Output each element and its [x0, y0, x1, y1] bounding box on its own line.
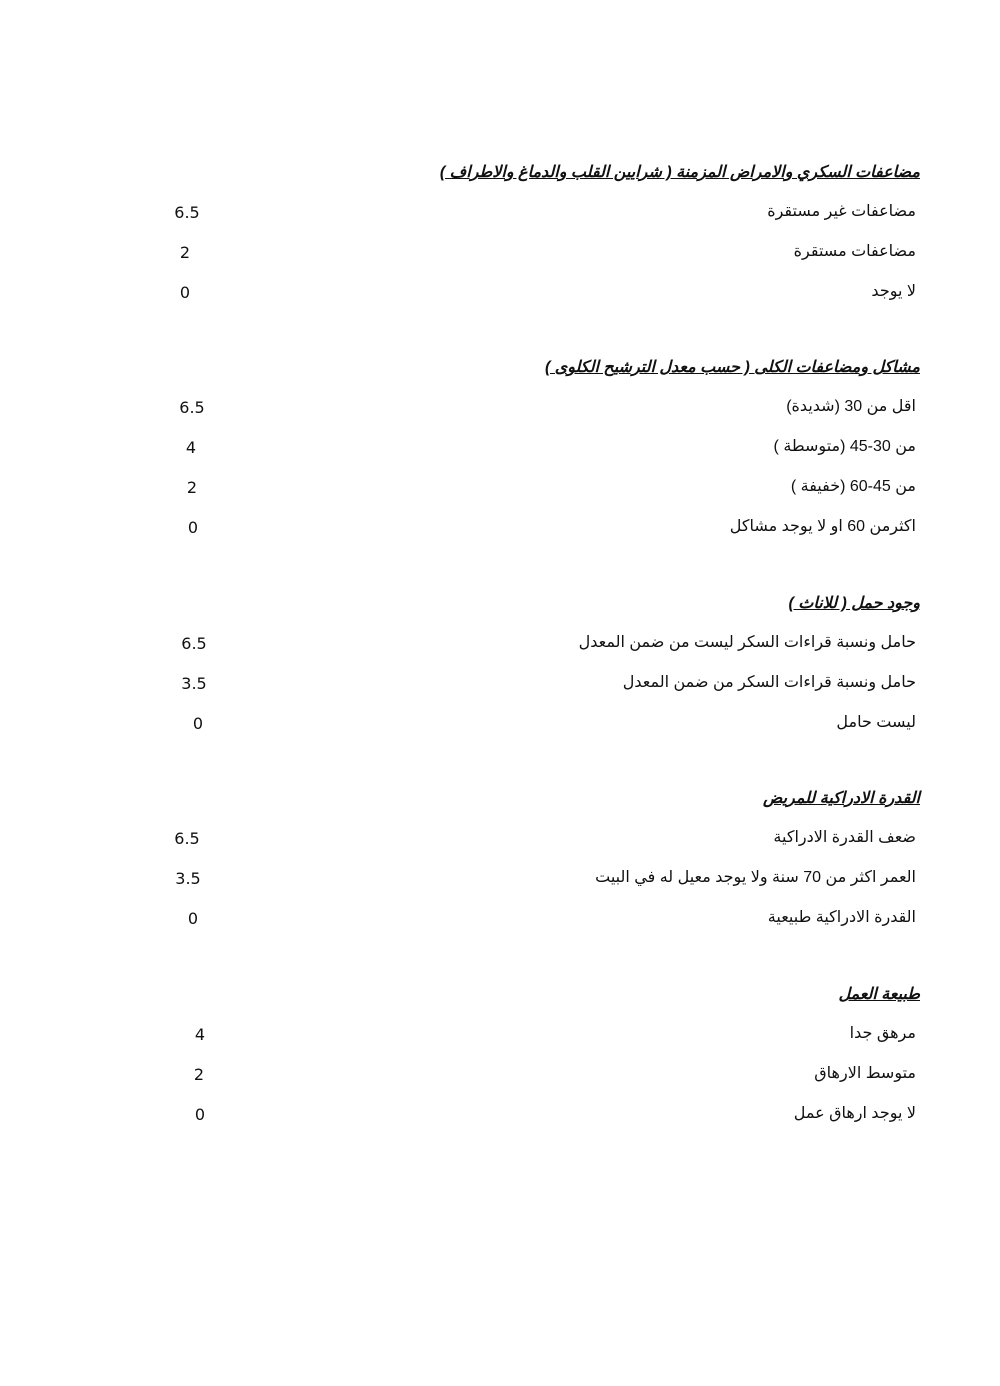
score-row: [160, 614, 920, 654]
criterion-label: اقل من 30 (شديدة): [786, 398, 916, 415]
score-value: 0: [192, 714, 204, 733]
criterion-label: من 30-45 (متوسطة ): [773, 438, 916, 455]
section-kidney-complications: [160, 358, 920, 538]
criterion-label: العمر اكثر من 70 سنة ولا يوجد معيل له في البيت: [595, 869, 916, 886]
criterion-label: ضعف القدرة الادراكية: [773, 829, 916, 846]
section-pregnancy: [160, 594, 920, 734]
score-row: [160, 1085, 920, 1125]
section-heading: القدرة الادراكية للمريض: [762, 790, 920, 807]
section-heading: مشاكل ومضاعفات الكلى ( حسب معدل الترشيح الكلوى ): [544, 359, 920, 376]
score-value: 2: [186, 478, 198, 497]
criterion-label: حامل ونسبة قراءات السكر ليست من ضمن المعدل: [578, 634, 916, 651]
section-work-nature: [160, 985, 920, 1125]
score-row: [160, 183, 920, 223]
score-value: 0: [187, 518, 199, 537]
score-value: 4: [194, 1025, 206, 1044]
score-value: 4: [185, 438, 197, 457]
score-value: 6.5: [181, 634, 207, 653]
score-row: [160, 418, 920, 458]
score-row: [160, 263, 920, 303]
section-heading: وجود حمل ( للاناث ): [788, 595, 920, 612]
score-value: 6.5: [179, 398, 205, 417]
criterion-label: القدرة الادراكية طبيعية: [767, 909, 916, 926]
score-value: 2: [193, 1065, 205, 1084]
score-row: [160, 694, 920, 734]
criterion-label: اكثرمن 60 او لا يوجد مشاكل: [729, 518, 916, 535]
criterion-label: لا يوجد ارهاق عمل: [793, 1105, 916, 1122]
score-value: 2: [179, 243, 191, 262]
criterion-label: مضاعفات مستقرة: [793, 243, 916, 260]
score-row: [160, 809, 920, 849]
section-diabetes-complications: [160, 163, 920, 303]
score-row: [160, 849, 920, 889]
criterion-label: من 45-60 (خفيفة ): [790, 478, 916, 495]
score-row: [160, 1045, 920, 1085]
section-heading: مضاعفات السكري والامراض المزمنة ( شرايين القلب والدماغ والاطراف ): [439, 164, 920, 181]
criterion-label: ليست حامل: [836, 714, 916, 731]
criterion-label: مضاعفات غير مستقرة: [767, 203, 916, 220]
score-row: [160, 378, 920, 418]
score-value: 3.5: [181, 674, 207, 693]
score-value: 0: [179, 283, 191, 302]
criterion-label: حامل ونسبة قراءات السكر من ضمن المعدل: [622, 674, 916, 691]
score-row: [160, 654, 920, 694]
score-row: [160, 498, 920, 538]
score-value: 0: [194, 1105, 206, 1124]
section-heading: طبيعة العمل: [838, 986, 920, 1003]
score-row: [160, 458, 920, 498]
score-value: 0: [187, 909, 199, 928]
criterion-label: متوسط الارهاق: [814, 1065, 916, 1082]
score-row: [160, 889, 920, 929]
score-row: [160, 223, 920, 263]
score-value: 3.5: [175, 869, 201, 888]
section-cognitive-ability: [160, 789, 920, 929]
score-row: [160, 1005, 920, 1045]
score-value: 6.5: [174, 829, 200, 848]
criterion-label: مرهق جدا: [849, 1025, 916, 1042]
score-value: 6.5: [174, 203, 200, 222]
criterion-label: لا يوجد: [871, 283, 916, 300]
